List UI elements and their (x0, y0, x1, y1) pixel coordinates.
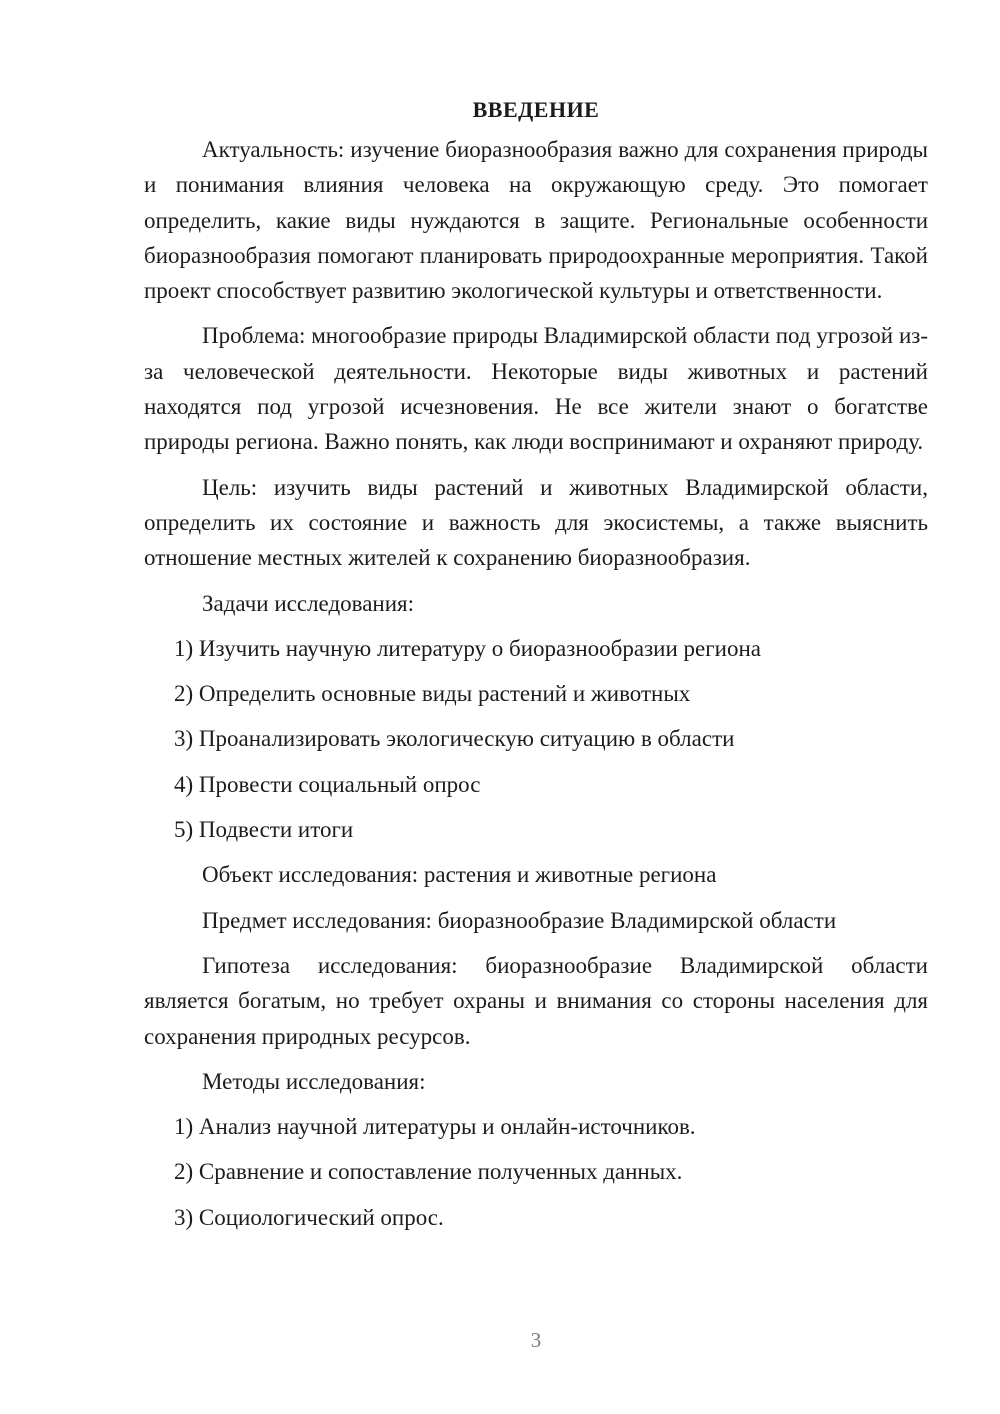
method-item: 3) Социологический опрос. (174, 1204, 444, 1230)
document-body (144, 92, 928, 1245)
task-item: 3) Проанализировать экологическую ситуацию в области (174, 726, 735, 752)
problem-paragraph: Проблема: многообразие природы Владимирской области под угрозой из-за человеческой деятельности. Некоторые виды животных и растений находятся под угрозой исчезновения. Не все жители знают о богатстве природы региона. Важно понять, как люди воспринимают и охраняют природу. (144, 323, 928, 455)
goal-paragraph: Цель: изучить виды растений и животных Владимирской области, определить их состояние и важность для экосистемы, а также выяснить отношение местных жителей к сохранению биоразнообразия. (144, 474, 928, 571)
task-item: 2) Определить основные виды растений и животных (174, 681, 691, 707)
tasks-heading: Задачи исследования: (202, 590, 415, 616)
method-item: 2) Сравнение и сопоставление полученных данных. (174, 1159, 683, 1185)
task-item: 1) Изучить научную литературу о биоразнообразии региона (174, 635, 761, 661)
task-item: 4) Провести социальный опрос (174, 771, 481, 797)
subject-line: Предмет исследования: биоразнообразие Владимирской области (202, 907, 837, 933)
section-title: ВВЕДЕНИЕ (472, 97, 600, 122)
methods-heading: Методы исследования: (202, 1068, 426, 1094)
relevance-paragraph: Актуальность: изучение биоразнообразия важно для сохранения природы и понимания влияния человека на окружающую среду. Это помогает определить, какие виды нуждаются в защите. Региональные особенности биоразнообразия помогают планировать природоохранные мероприятия. Такой проект способствует развитию экологической культуры и ответственности. (144, 137, 928, 304)
object-line: Объект исследования: растения и животные региона (202, 862, 717, 888)
hypothesis-paragraph: Гипотеза исследования: биоразнообразие Владимирской области является богатым, но требует охраны и внимания со стороны населения для сохранения природных ресурсов. (144, 952, 928, 1049)
method-item: 1) Анализ научной литературы и онлайн-источников. (174, 1114, 696, 1140)
task-item: 5) Подвести итоги (174, 817, 354, 843)
page-number: 3 (530, 1328, 542, 1352)
